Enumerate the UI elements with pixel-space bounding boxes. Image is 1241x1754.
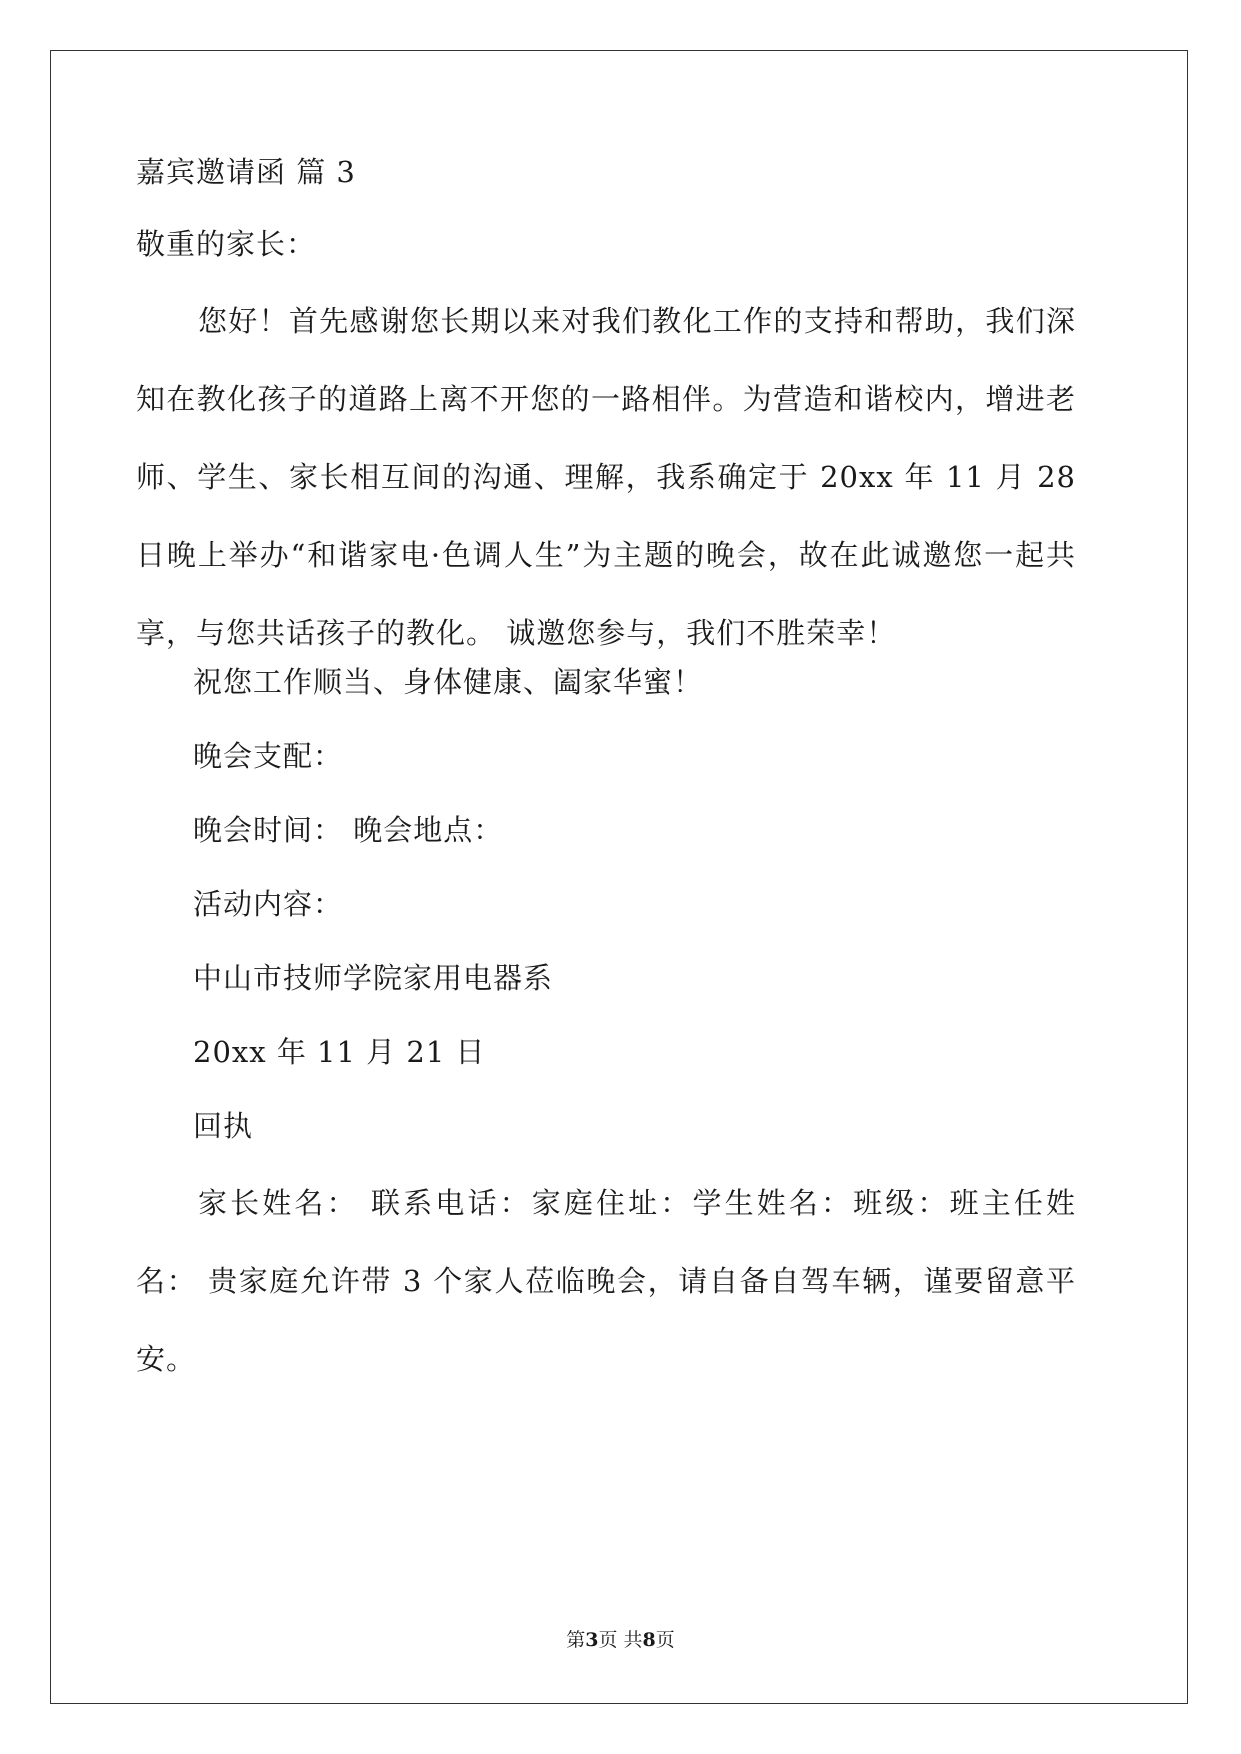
arrangement-heading: 晚会支配： <box>193 739 344 773</box>
document-title: 嘉宾邀请函 篇 3 <box>136 155 356 189</box>
time-place-line: 晚会时间： 晚会地点： <box>193 813 504 847</box>
body-paragraph-1: 您好！首先感谢您长期以来对我们教化工作的支持和帮助，我们深知在教化孩子的道路上离不开您的一路相伴。为营造和谐校内，增进老师、学生、家长相互间的沟通、理解，我系确定于 20xx 年 11 月 28 日晚上举办“和谐家电·色调人生”为主题的晚会，故在此诚邀您一起共享，与您共话孩子的教化。 诚邀您参与，我们不胜荣幸！ <box>136 304 1076 650</box>
receipt-heading: 回执 <box>193 1109 254 1143</box>
footer-current-page: 3 <box>585 1629 599 1651</box>
salutation: 敬重的家长： <box>136 227 317 261</box>
footer-total-pages: 8 <box>642 1629 656 1651</box>
page-footer <box>0 1627 1241 1653</box>
footer-suffix: 页 <box>655 1629 675 1651</box>
organization-name: 中山市技师学院家用电器系 <box>193 961 554 995</box>
activity-content-line: 活动内容： <box>193 887 344 921</box>
wishes-line: 祝您工作顺当、身体健康、阖家华蜜！ <box>193 665 704 699</box>
footer-middle: 页 共 <box>598 1629 643 1651</box>
footer-prefix: 第 <box>566 1629 586 1651</box>
receipt-paragraph: 家长姓名： 联系电话：家庭住址：学生姓名：班级：班主任姓名： 贵家庭允许带 3 个家人莅临晚会，请自备自驾车辆，谨要留意平安。 <box>136 1186 1076 1376</box>
issue-date: 20xx 年 11 月 21 日 <box>193 1035 486 1069</box>
